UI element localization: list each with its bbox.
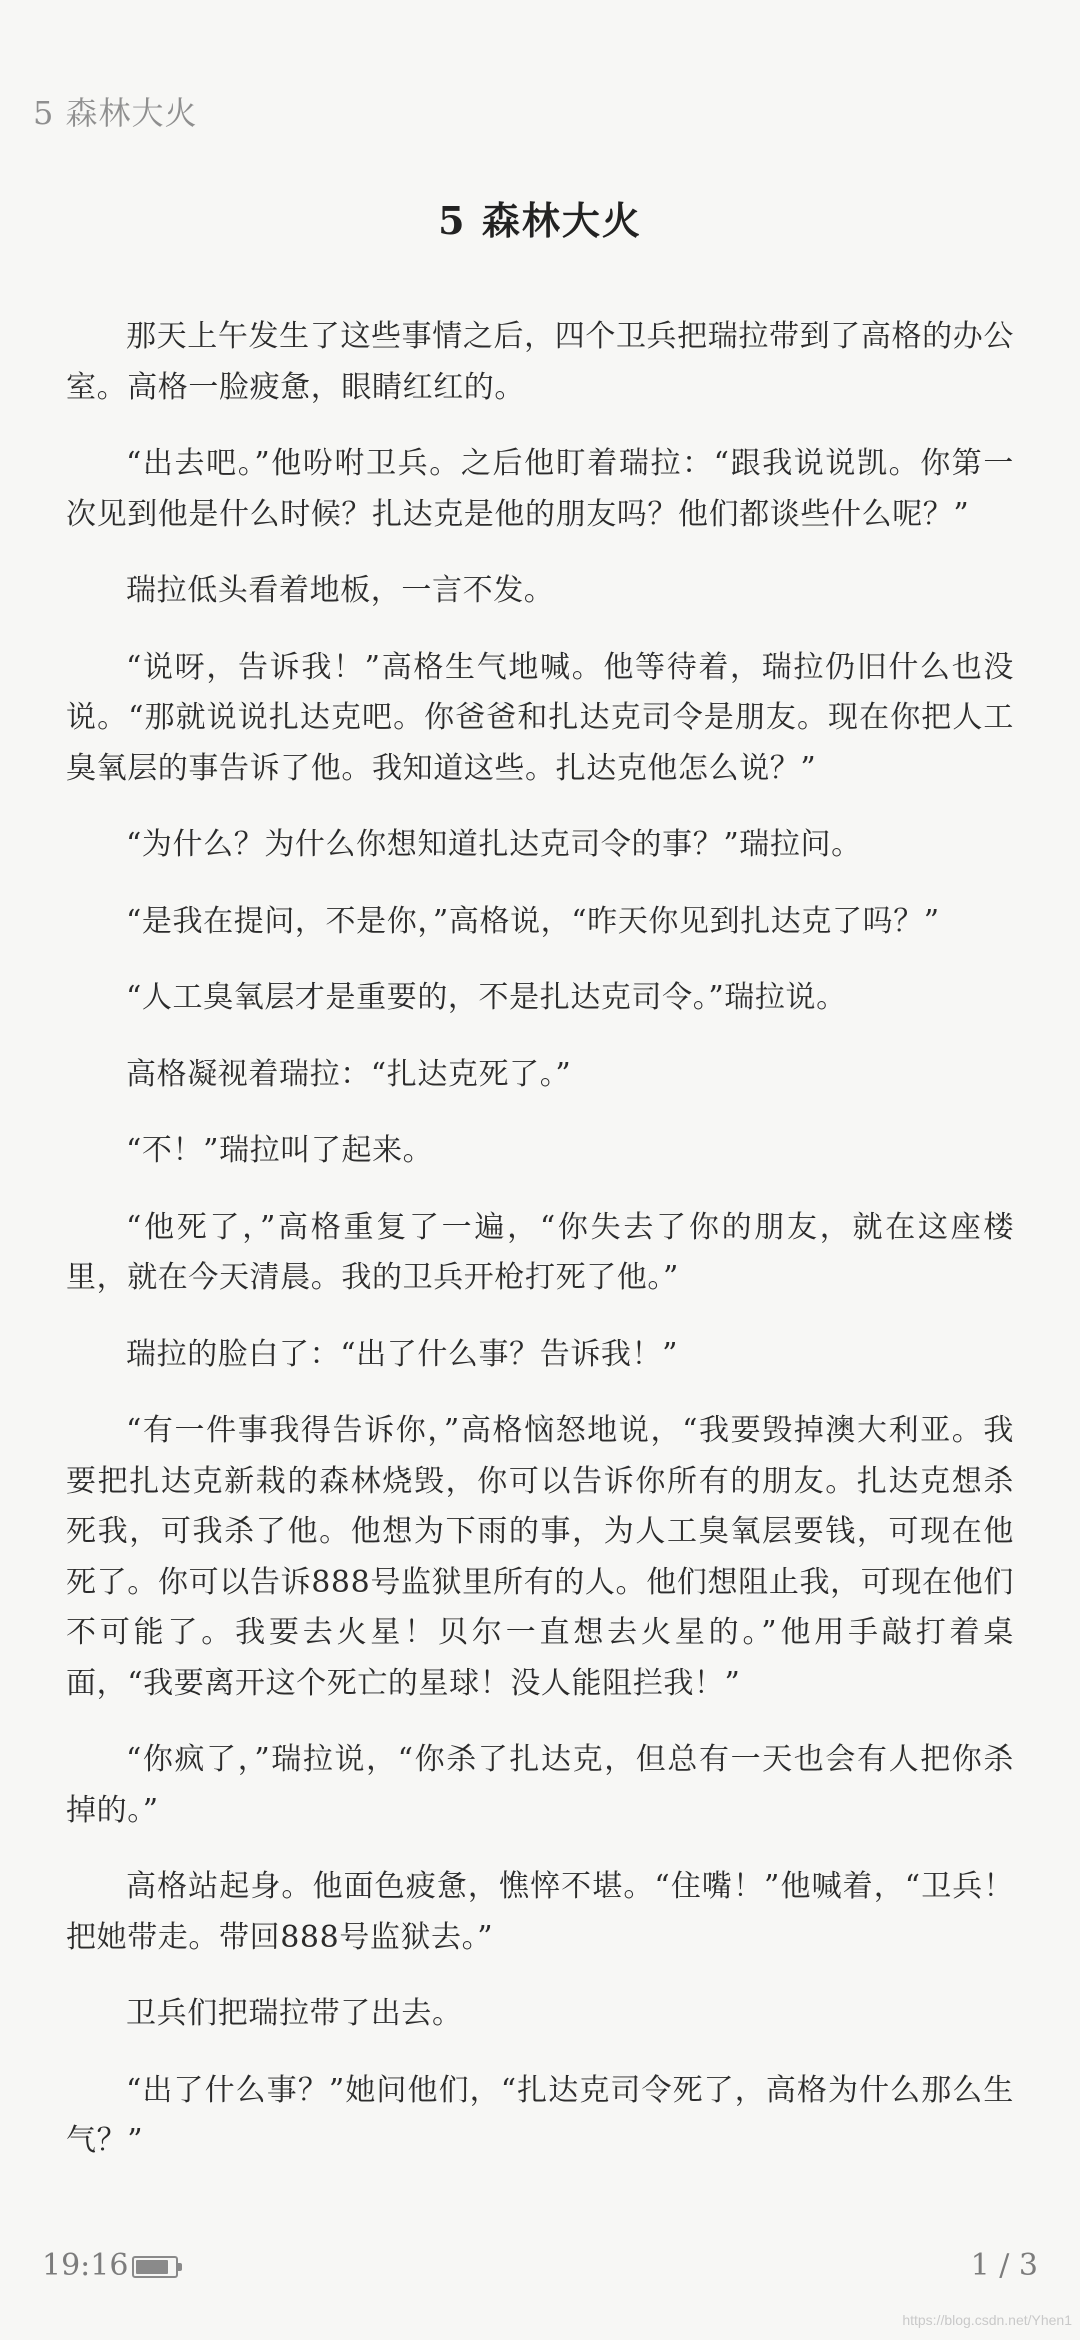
paragraph: 那天上午发生了这些事情之后，四个卫兵把瑞拉带到了高格的办公室。高格一脸疲惫，眼睛红红的。 — [66, 319, 1014, 405]
battery-cap — [178, 2263, 182, 2271]
paragraph: 卫兵们把瑞拉带了出去。 — [126, 1996, 463, 2031]
paragraph: “出去吧。”他吩咐卫兵。之后他盯着瑞拉：“跟我说说凯。你第一次见到他是什么时候？扎达克是他的朋友吗？他们都谈些什么呢？” — [66, 446, 1014, 532]
watermark: https://blog.csdn.net/Yhen1 — [902, 2312, 1072, 2328]
paragraph: “是我在提问，不是你，”高格说，“昨天你见到扎达克了吗？” — [126, 903, 940, 939]
reading-content — [66, 312, 1014, 2193]
reader-footer — [0, 2248, 1080, 2292]
paragraph: 瑞拉的脸白了：“出了什么事？告诉我！” — [126, 1336, 679, 1372]
paragraph: “不！”瑞拉叫了起来。 — [126, 1133, 434, 1168]
paragraph: “有一件事我得告诉你，”高格恼怒地说，“我要毁掉澳大利亚。我要把扎达克新栽的森林烧毁，你可以告诉你所有的朋友。扎达克想杀死我，可我杀了他。他想为下雨的事，为人工臭氧层要钱，可现在他死了。你可以告诉888号监狱里所有的人。他们想阻止我，可现在他们不可能了。我要去火星！贝尔一直想去火星的。”他用手敲打着桌面，“我要离开这个死亡的星球！没人能阻拦我！” — [66, 1413, 1014, 1701]
paragraph: “出了什么事？”她问他们，“扎达克司令死了，高格为什么那么生气？” — [66, 2072, 1014, 2158]
paragraph: “人工臭氧层才是重要的，不是扎达克司令。”瑞拉说。 — [126, 980, 847, 1015]
running-chapter-title: 5 森林大火 — [33, 94, 198, 132]
paragraph: 瑞拉低头看着地板，一言不发。 — [126, 573, 555, 608]
page-indicator: 1 / 3 — [970, 2248, 1038, 2283]
paragraph: “他死了，”高格重复了一遍，“你失去了你的朋友，就在这座楼里，就在今天清晨。我的卫兵开枪打死了他。” — [66, 1209, 1014, 1295]
paragraph: “说呀，告诉我！”高格生气地喊。他等待着，瑞拉仍旧什么也没说。“那就说说扎达克吧。你爸爸和扎达克司令是朋友。现在你把人工臭氧层的事告诉了他。我知道这些。扎达克他怎么说？” — [66, 649, 1014, 786]
paragraph: “为什么？为什么你想知道扎达克司令的事？”瑞拉问。 — [126, 827, 862, 862]
paragraph: 高格站起身。他面色疲惫，憔悴不堪。“住嘴！”他喊着，“卫兵！把她带走。带回888号监狱去。” — [66, 1869, 1014, 1955]
paragraph: 高格凝视着瑞拉：“扎达克死了。” — [126, 1056, 572, 1092]
chapter-title: 5 森林大火 — [438, 198, 642, 243]
battery-level — [136, 2260, 168, 2274]
paragraph: “你疯了，”瑞拉说，“你杀了扎达克，但总有一天也会有人把你杀掉的。” — [66, 1742, 1014, 1828]
clock-time: 19:16 — [42, 2248, 129, 2283]
battery-icon — [132, 2256, 178, 2278]
